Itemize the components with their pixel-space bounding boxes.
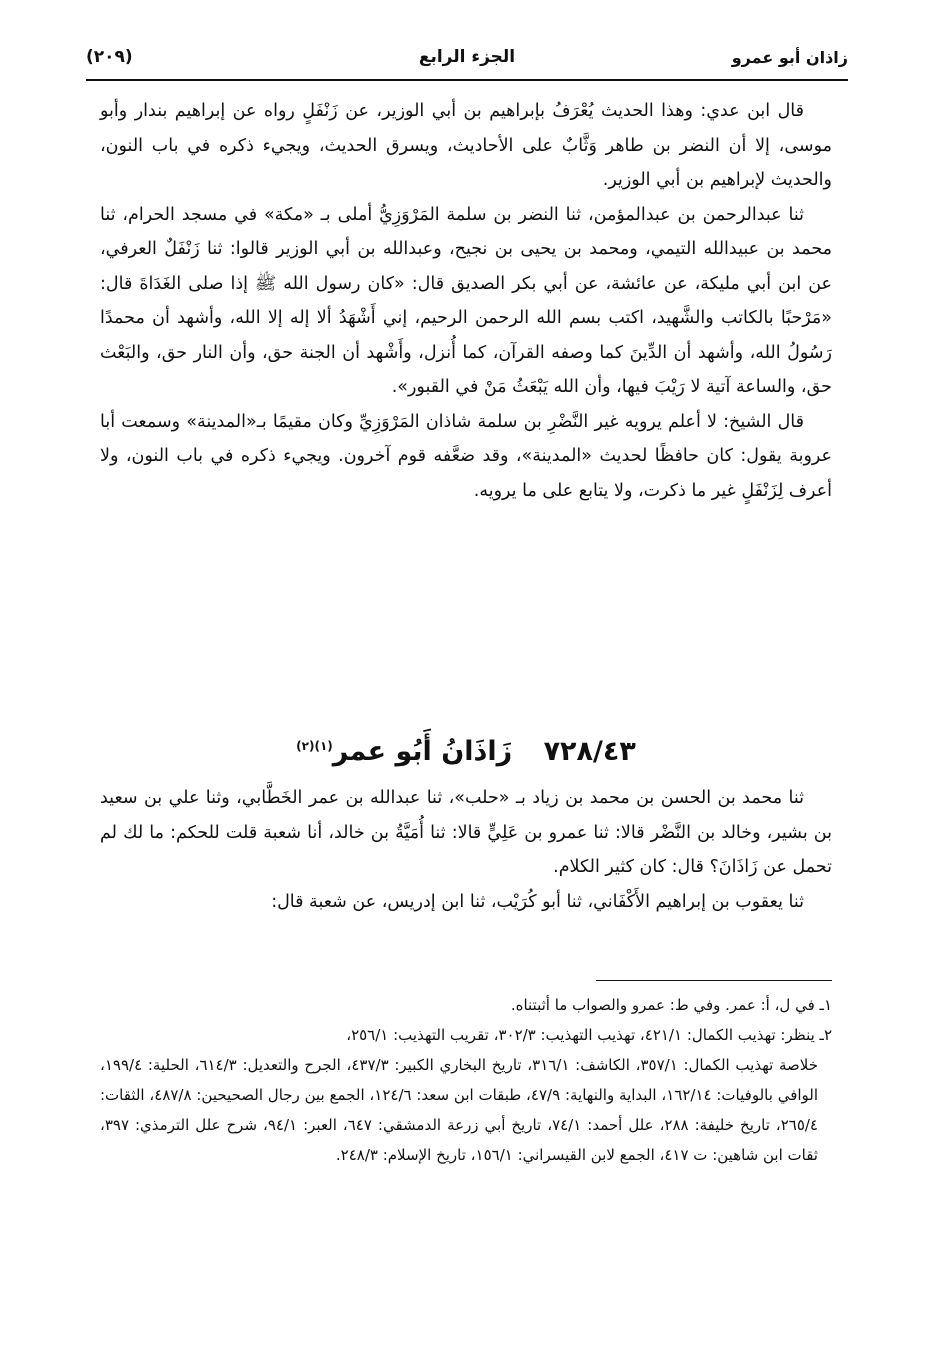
page-header <box>86 40 848 74</box>
running-title: زاذان أبو عمرو <box>731 47 848 67</box>
volume-title: الجزء الرابع <box>418 47 516 67</box>
footnote-2: ٢ـ ينظر: تهذيب الكمال: ٤٢١/١، تهذيب التهذيب: ٣٠٢/٣، تقريب التهذيب: ٢٥٦/١، <box>346 1026 832 1044</box>
entry-heading <box>100 722 832 776</box>
paragraph: قال ابن عدي: وهذا الحديث يُعْرَفُ بإبراهيم بن أبي الوزير، عن زَنْفَلٍ رواه عن إبراهيم بندار وأبو موسى، إلا أن النضر بن طاهر وَثَّابٌ على الأحاديث، ويسرق الحديث، ويجيء ذكره في باب النون، والحديث لإبراهيم بن أبي الوزير. <box>100 101 832 190</box>
paragraph: ثنا عبدالرحمن بن عبدالمؤمن، ثنا النضر بن سلمة المَرْوَزِيُّ أملى بـ «مكة» في مسجد الحرام، ثنا محمد بن عبيدالله التيمي، ومحمد بن يحيى بن نجيح، وعبدالله بن أبي الوزير قالوا: ثنا زَنْفَلٌ العرفي، عن ابن أبي مليكة، عن عائشة، عن أبي بكر الصديق قال: «كان رسول الله ﷺ إذا صلى الغَدَاةَ قال: «مَرْحبًا بالكاتب والشَّهيد، اكتب بسم الله الرحمن الرحيم، إني أَشْهَدُ ألا إله إلا الله، وأشهد أن محمدًا رَسُولُ الله، وأشهد أن الدِّينَ كما وصفه القرآن، كما أُنزل، وأَشْهد أن الجنة حق، وأن النار حق، والبَعْث حق، والساعة آتية لا رَيْبَ فيها، وأن الله يَبْعَثُ مَنْ في القبور». <box>100 204 832 397</box>
main-text <box>100 94 832 508</box>
footnote-refs: (١)(٢) <box>296 739 333 753</box>
paragraph: ثنا محمد بن الحسن بن محمد بن زياد بـ «حلب»، ثنا عبدالله بن عمر الخَطَّابي، وثنا علي بن سعيد بن بشير، وخالد بن النَّضْر قالا: ثنا عمرو بن عَلِيٍّ قالا: ثنا أُمَيَّةُ بن خالد، أنا شعبة قلت للحكم: ما لك لم تحمل عن زَاذَانَ؟ قال: كان كثير الكلام. <box>100 788 832 877</box>
paragraph: قال الشيخ: لا أعلم يرويه غير النَّضْرِ بن سلمة شاذان المَرْوَزِيِّ وكان مقيمًا بـ«المدينة» وسمعت أبا عروبة يقول: كان حافظًا لحديث «المدينة»، وقد ضعَّفه قوم آخرون. ويجيء ذكره في باب النون، ولا أعرف لِزَنْفَلٍ غير ما ذكرت، ولا يتابع على ما يرويه. <box>100 411 832 501</box>
entry-number: ٧٢٨/٤٣ <box>543 736 636 767</box>
header-rule <box>86 79 848 81</box>
footnotes <box>100 990 832 1170</box>
footnote-1: ١ـ في ل، أ: عمر. وفي ط: عمرو والصواب ما أثبتناه. <box>510 996 832 1014</box>
footnote-2-continued: خلاصة تهذيب الكمال: ٣٥٧/١، الكاشف: ٣١٦/١، تاريخ البخاري الكبير: ٤٣٧/٣، الجرح والتعديل: ٦١٤/٣، الحلية: ١٩٩/٤، الوافي بالوفيات: ١٦٢/١٤، البداية والنهاية: ٤٧/٩، طبقات ابن سعد: ١٢٤/٦، الجمع بين رجال الصحيحين: ٤٨٧/٨، الثقات: ٢٦٥/٤، تاريخ خليفة: ٢٨٨، علل أحمد: ٧٤/١، تاريخ أبي زرعة الدمشقي: ٦٤٧، العبر: ٩٤/١، شرح علل الترمذي: ٣٩٧، ثقات ابن شاهين: ت ٤١٧، الجمع لابن القيسراني: ١٥٦/١، تاريخ الإسلام: ٢٤٨/٣. <box>100 1056 819 1164</box>
footnote-separator <box>596 980 832 981</box>
paragraph: ثنا يعقوب بن إبراهيم الأَكْفَاني، ثنا أبو كُرَيْب، ثنا ابن إدريس، عن شعبة قال: <box>271 891 804 912</box>
page-number: (٢٠٩) <box>86 47 133 67</box>
entry-text <box>100 781 832 919</box>
entry-name: زَاذَانُ أَبُو عمر <box>332 736 513 767</box>
